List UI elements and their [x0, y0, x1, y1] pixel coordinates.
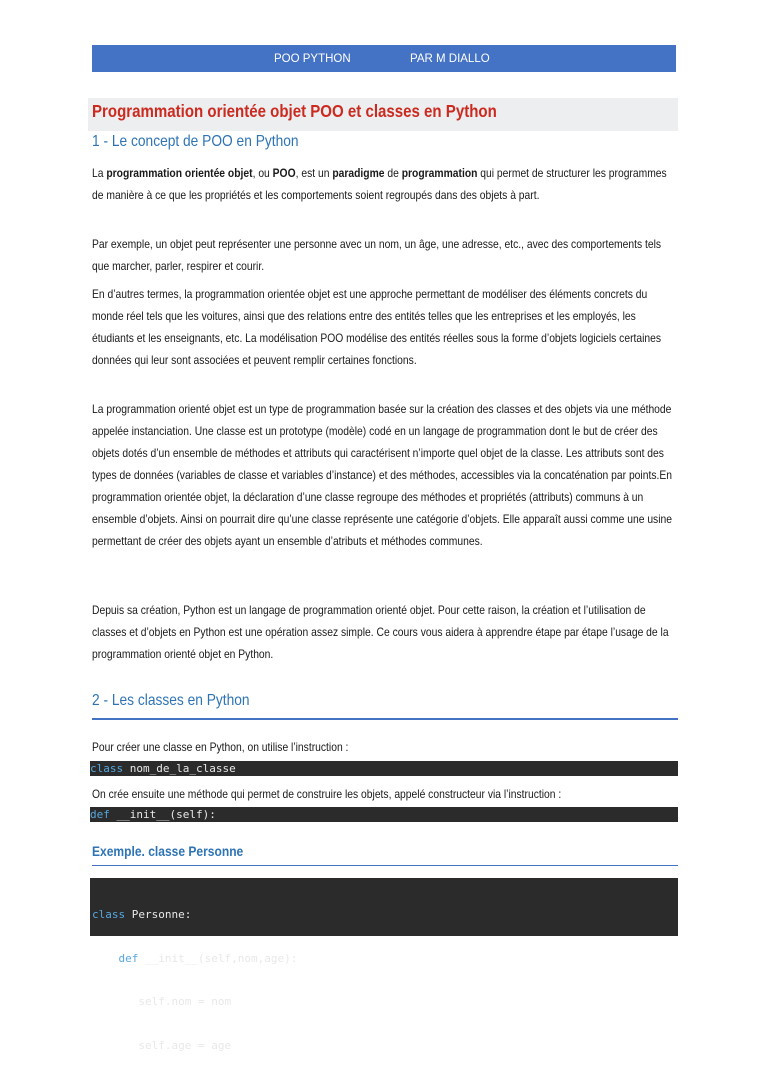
intro-2: On crée ensuite une méthode qui permet de construire les objets, appelé constructeur via l’instruction : — [92, 787, 562, 801]
code-block-line-2 — [90, 952, 678, 967]
code-text: __init__(self): — [109, 808, 216, 821]
code-text: Personne: — [125, 908, 192, 921]
p1-bold-2: POO — [272, 166, 296, 180]
paragraph-4: La programmation orienté objet est un type de programmation basée sur la création des classes et des objets via une méthode appelée instanciation. Une classe est un prototype (modèle) codé en un langage de programmation dont le but de créer des objets dotés d’un ensemble de méthodes et attributs qui caractérisent n’importe quel objet de la classe. Les attributs sont des types de données (variables de classe et variables d’instance) et des méthodes, accessibles via la concaténation par points.En programmation orientée objet, la déclaration d’une classe regroupe des méthodes et propriétés (attributs) communs à un ensemble d’objets. Ainsi on pourrait dire qu’une classe représente une catégorie d’objets. Elle apparaît aussi comme une usine permettant de créer des objets ayant un ensemble d’atributs et méthodes communes. — [92, 402, 672, 548]
code-keyword: def — [118, 951, 139, 965]
paragraph-2-wrap — [92, 233, 676, 277]
code-keyword: class — [90, 762, 124, 775]
example-rule — [92, 865, 678, 866]
paragraph-5: Depuis sa création, Python est un langage de programmation orienté objet. Pour cette raison, la création et l’utilisation de classes et d’objets en Python est une opération assez simple. Ce cours vous aidera à apprendre étape par étape l’usage de la programmation orienté objet en Python. — [92, 603, 669, 661]
p1-text-1: La — [92, 166, 107, 180]
code-block-line-3: self.nom = nom — [92, 995, 232, 1008]
section-1-body — [92, 162, 676, 228]
code-block-example — [90, 878, 678, 1052]
code-block-line-1 — [90, 908, 678, 923]
p1-bold-1: programmation orientée objet — [106, 166, 253, 180]
code-block-line-4: self.age = age — [92, 1038, 232, 1052]
paragraph-5-wrap — [92, 599, 676, 665]
page-title: Programmation orientée objet POO et classes en Python — [92, 101, 497, 121]
header-right-text: PAR M DIALLO — [410, 52, 490, 65]
code-keyword: def — [90, 808, 110, 821]
header-left-text: POO PYTHON — [274, 52, 351, 65]
code-indent — [92, 952, 119, 965]
code-text: nom_de_la_classe — [123, 762, 236, 775]
code-line-class — [90, 761, 678, 776]
section-2-heading: 2 - Les classes en Python — [92, 692, 250, 709]
example-heading: Exemple. classe Personne — [92, 843, 244, 859]
code-keyword: class — [92, 908, 126, 921]
section-1-heading: 1 - Le concept de POO en Python — [92, 133, 299, 150]
paragraph-2: Par exemple, un objet peut représenter une personne avec un nom, un âge, une adresse, etc., avec des comportements tels que marcher, parler, respirer et courir. — [92, 237, 662, 273]
section-2-rule — [92, 718, 678, 720]
p1-bold-3: paradigme — [332, 166, 385, 180]
code-line-def — [90, 807, 678, 822]
p1-text-4: de — [384, 166, 402, 180]
p1-bold-4: programmation — [401, 166, 478, 180]
header-bar — [92, 45, 676, 72]
paragraph-3: En d’autres termes, la programmation orientée objet est une approche permettant de modéliser des éléments concrets du monde réel tels que les voitures, ainsi que des relations entre des entités telles que les entreprises et les employés, les étudiants et les enseignants, etc. La modélisation POO modélise des entités réelles sous la forme d’objets logiciels certaines données qui leur sont associées et peuvent remplir certaines fonctions. — [92, 287, 662, 367]
intro-1: Pour créer une classe en Python, on utilise l’instruction : — [92, 740, 349, 754]
p1-text-2: , ou — [252, 166, 273, 180]
p1-text-5: qui permet de structurer les programmes de manière à ce que les propriétés et les comportements soient regroupés dans des objets à part. — [92, 166, 667, 202]
intro-2-wrap — [92, 783, 676, 805]
paragraph-3-wrap — [92, 283, 676, 371]
code-text: __init__(self,nom,age): — [138, 951, 298, 965]
intro-1-wrap — [92, 736, 676, 758]
paragraph-1 — [92, 162, 677, 228]
p1-text-3: , est un — [295, 166, 333, 180]
paragraph-4-wrap — [92, 398, 676, 552]
